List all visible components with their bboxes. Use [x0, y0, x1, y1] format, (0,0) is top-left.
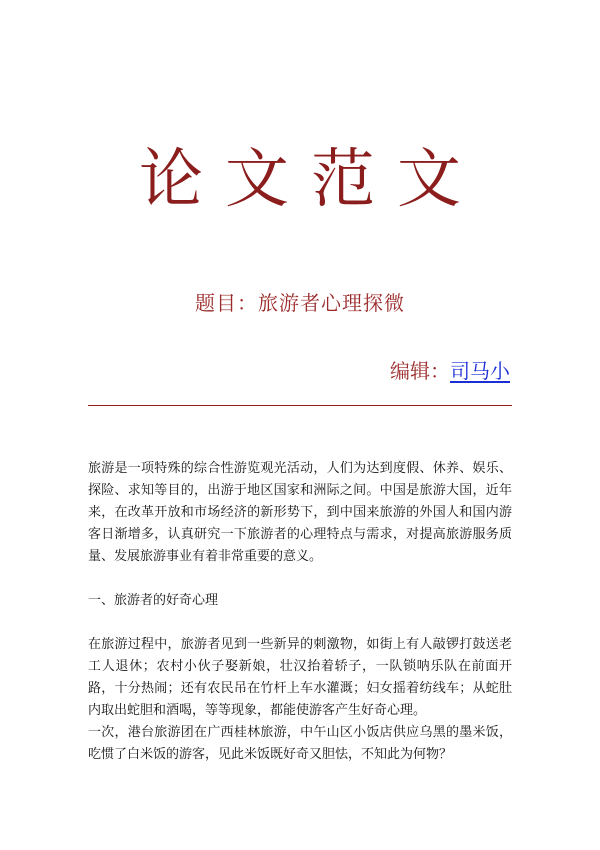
section-paragraph: 一次，港台旅游团在广西桂林旅游，中午山区小饭店供应乌黑的墨米饭，吃惯了白米饭的游客，见此米饭既好奇又胆怯，不知此为何物？ — [88, 725, 512, 762]
section-paragraph: 在旅游过程中，旅游者见到一些新异的刺激物，如街上有人敲锣打鼓送老工人退休；农村小伙子娶新娘，壮汉抬着轿子，一队锁呐乐队在前面开路，十分热闹；还有农民吊在竹杆上车水灌溉；妇女摇着纺线车；从蛇肚内取出蛇胆和酒喝，等等现象，都能使游客产生好奇心理。 — [88, 637, 512, 718]
paragraph-spacer — [88, 568, 512, 590]
title-divider — [88, 405, 512, 406]
paragraph-spacer — [88, 612, 512, 634]
article-body — [88, 458, 512, 766]
section-heading: 一、旅游者的好奇心理 — [88, 593, 219, 608]
editor-name-link[interactable]: 司马小 — [450, 359, 510, 383]
editor-label: 编辑： — [390, 359, 450, 383]
paper-subject: 题目：旅游者心理探微 — [195, 291, 405, 315]
document-title: 论文范文 — [139, 143, 483, 217]
editor-line — [390, 356, 510, 386]
intro-paragraph: 旅游是一项特殊的综合性游览观光活动，人们为达到度假、休养、娱乐、探险、求知等目的，出游于地区国家和洲际之间。中国是旅游大国，近年来，在改革开放和市场经济的新形势下，到中国来旅游的外国人和国内游客日渐增多，认真研究一下旅游者的心理特点与需求，对提高旅游服务质量、发展旅游事业有着非常重要的意义。 — [88, 461, 512, 564]
